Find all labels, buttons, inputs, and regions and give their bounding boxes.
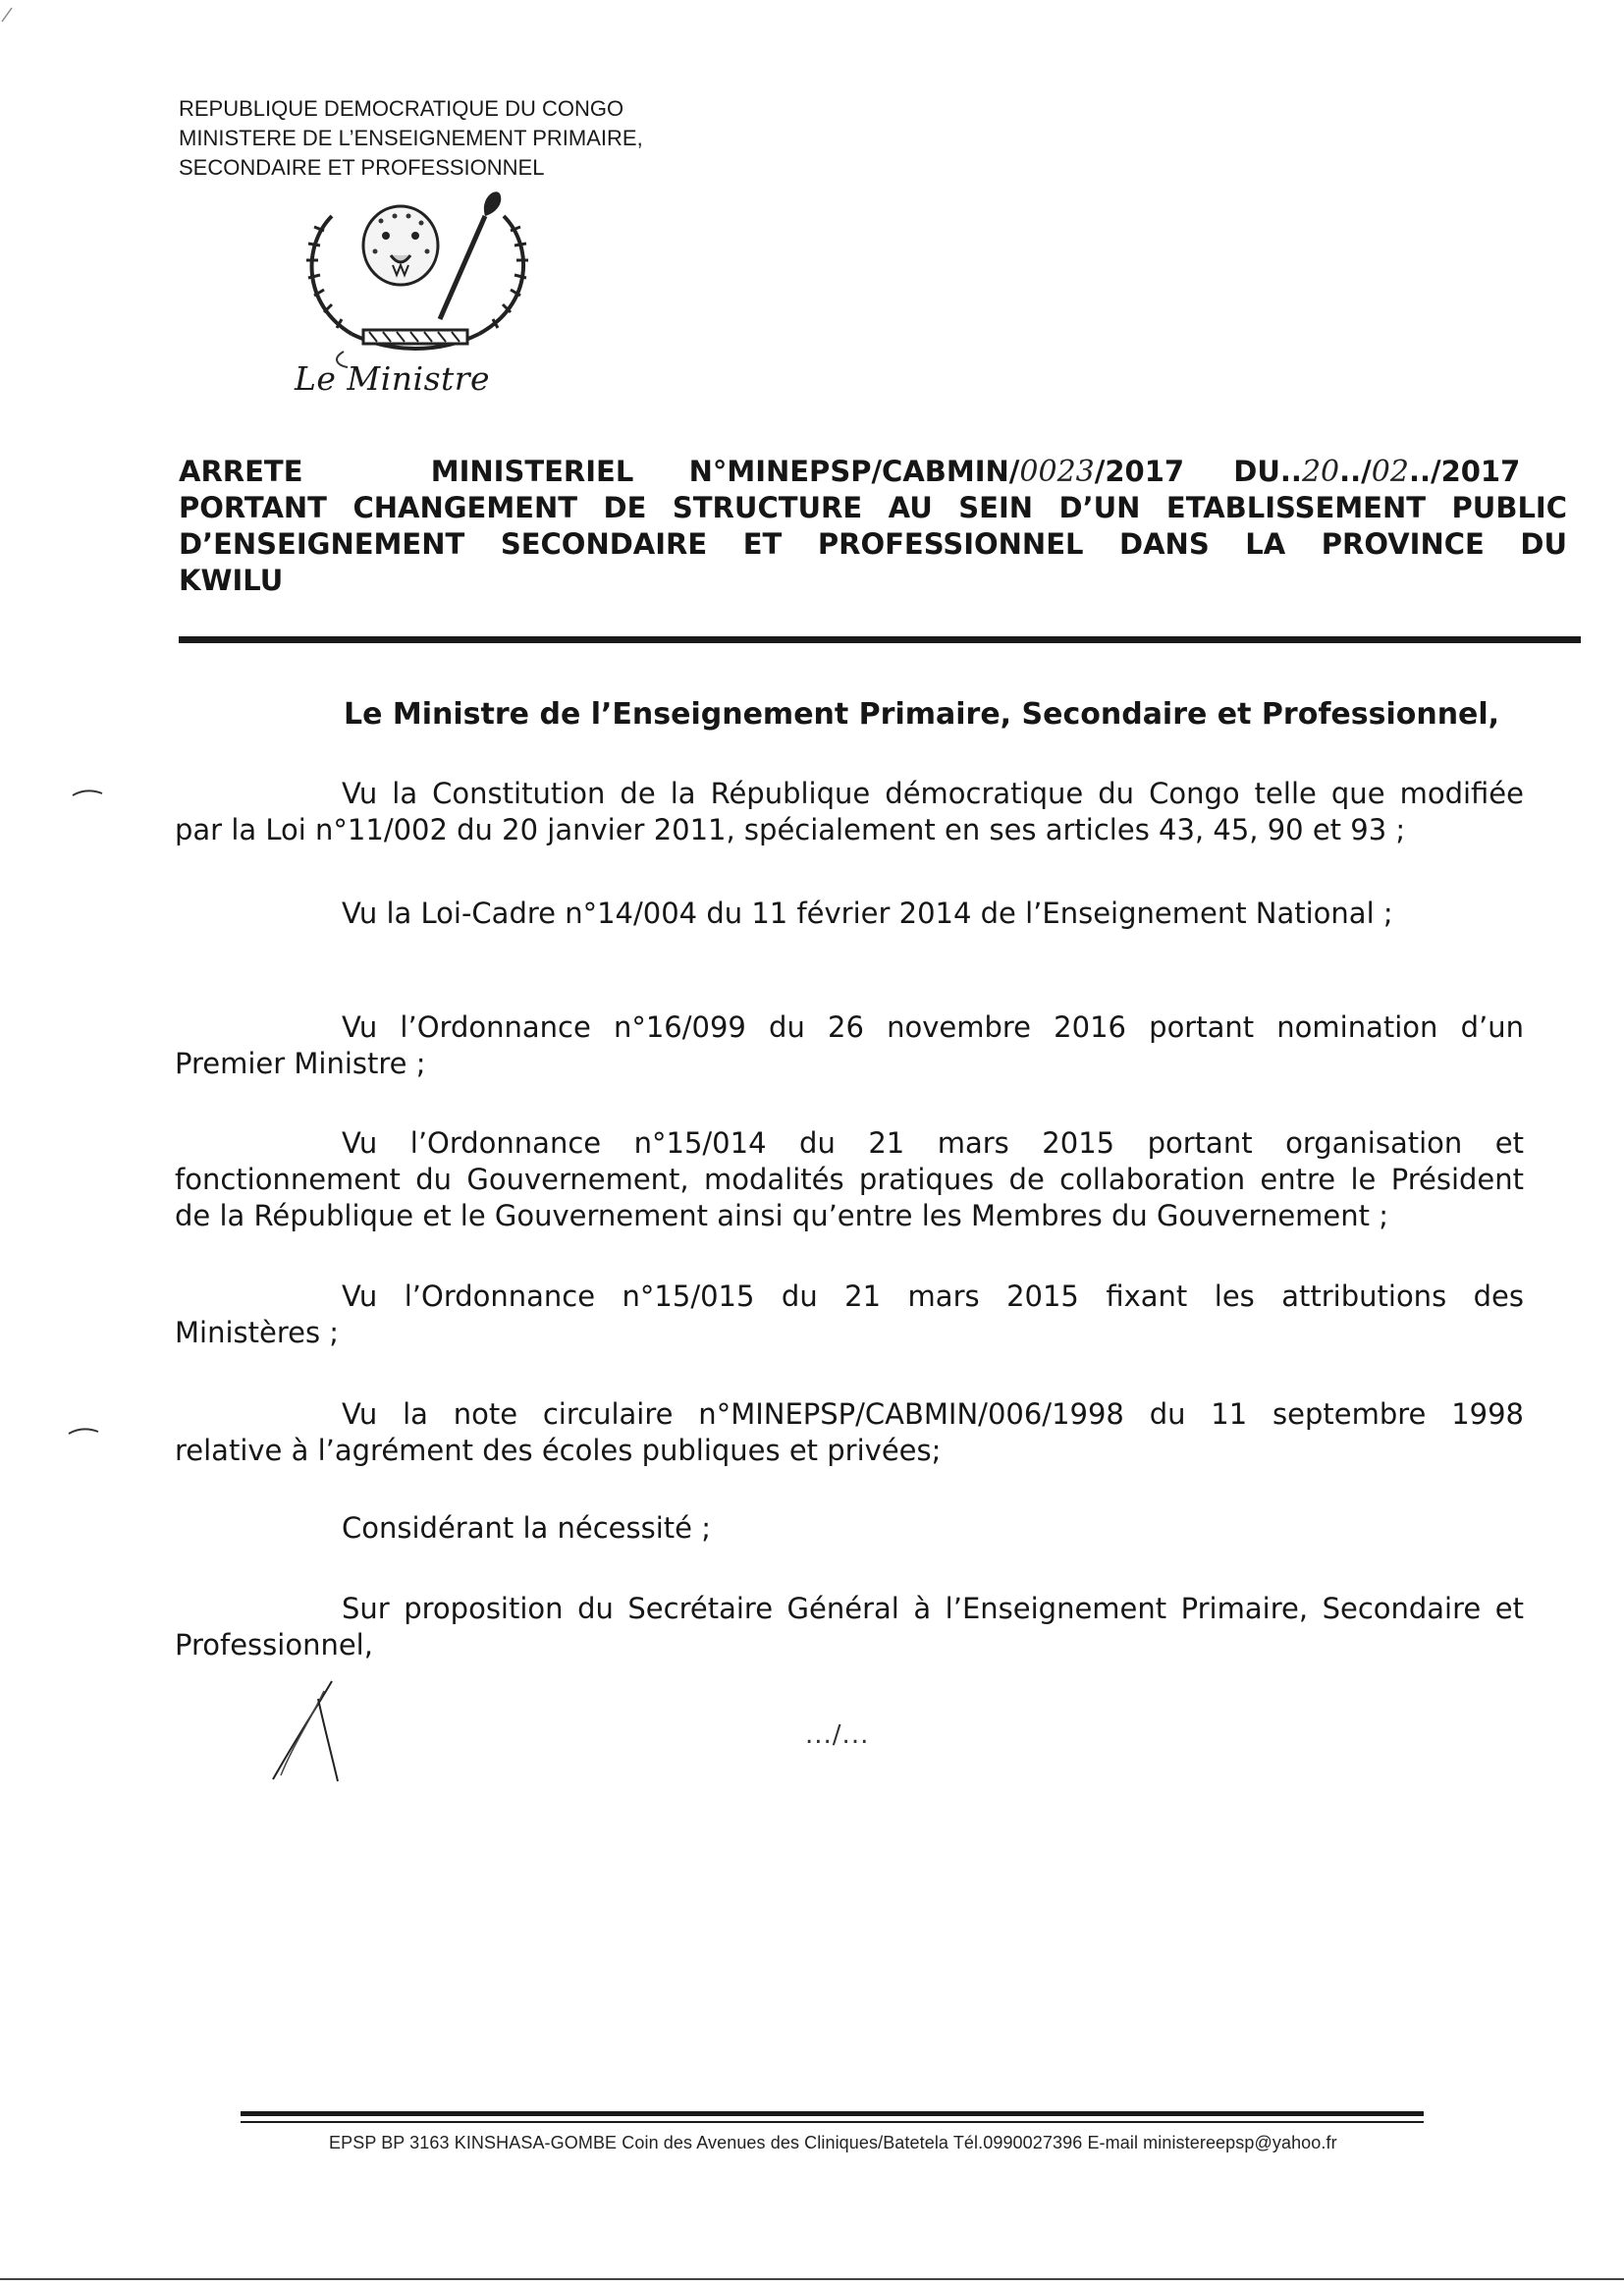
recital-text: relative à l’agrément des écoles publiques et privées;: [175, 1434, 942, 1467]
title-divider: [179, 636, 1581, 643]
letterhead: [179, 94, 768, 183]
margin-mark: [65, 1404, 104, 1443]
ministry-name-line2: SECONDAIRE ET PROFESSIONNEL: [179, 155, 545, 180]
decree-label: MINISTERIEL: [430, 455, 634, 488]
minister-signature-title: Le Ministre: [295, 359, 491, 398]
decree-date-separator: ../: [1339, 455, 1372, 488]
decree-date-month: 02: [1371, 455, 1409, 489]
recital-text: Vu la note circulaire n°MINEPSP/CABMIN/006/1998 du 11 septembre 1998: [342, 1397, 1524, 1431]
recital-ordonnance-15-015: [175, 1279, 1524, 1351]
initials-paraphe: [263, 1677, 352, 1785]
recital-constitution: [175, 776, 1524, 848]
recital-text: Premier Ministre ;: [175, 1047, 426, 1080]
footer-divider: [241, 2121, 1424, 2123]
recital-text: fonctionnement du Gouvernement, modalités pratiques de collaboration entre le Président: [175, 1163, 1524, 1196]
decree-reference-line: [179, 454, 1567, 490]
scan-edge-line: [0, 2278, 1624, 2280]
decree-title-line: D’ENSEIGNEMENT SECONDAIRE ET PROFESSIONNEL DANS LA PROVINCE DU: [179, 527, 1567, 561]
coat-of-arms-icon: [293, 187, 538, 368]
decree-year: /2017: [1094, 455, 1185, 488]
recital-text: Considérant la nécessité ;: [342, 1511, 711, 1545]
minister-heading: Le Ministre de l’Enseignement Primaire, Secondaire et Professionnel,: [344, 697, 1500, 732]
scan-mark: [0, 0, 39, 29]
country-name: REPUBLIQUE DEMOCRATIQUE DU CONGO: [179, 96, 624, 121]
recital-text: Vu la Constitution de la République démocratique du Congo telle que modifiée: [342, 777, 1524, 810]
recital-ordonnance-16-099: [175, 1009, 1524, 1082]
recital-text: Professionnel,: [175, 1628, 373, 1661]
footer-divider: [241, 2111, 1424, 2116]
recital-text: Vu l’Ordonnance n°15/015 du 21 mars 2015 fixant les attributions des: [342, 1280, 1524, 1313]
recital-text: de la République et le Gouvernement ainsi qu’entre les Membres du Gouvernement ;: [175, 1199, 1389, 1232]
recital-proposition: [175, 1591, 1524, 1663]
recital-considerant: [175, 1510, 1524, 1547]
ministry-name-line1: MINISTERE DE L’ENSEIGNEMENT PRIMAIRE,: [179, 126, 643, 150]
recital-text: Vu l’Ordonnance n°15/014 du 21 mars 2015 portant organisation et: [342, 1126, 1524, 1160]
decree-number-handwritten: 0023: [1019, 455, 1095, 489]
recital-text: Ministères ;: [175, 1316, 340, 1349]
decree-date-day: 20: [1301, 455, 1340, 489]
recital-text: Sur proposition du Secrétaire Général à l’Enseignement Primaire, Secondaire et: [342, 1592, 1524, 1625]
recital-text: Vu l’Ordonnance n°16/099 du 26 novembre 2016 portant nomination d’un: [342, 1010, 1524, 1044]
page-continuation-mark: .../...: [805, 1720, 870, 1750]
recital-note-circulaire: [175, 1396, 1524, 1469]
recital-text: Vu la Loi-Cadre n°14/004 du 11 février 2014 de l’Enseignement National ;: [342, 897, 1393, 930]
decree-title: [179, 454, 1567, 599]
recital-ordonnance-15-014: [175, 1125, 1524, 1234]
decree-date-year: ../2017: [1408, 455, 1521, 488]
decree-title-line: PORTANT CHANGEMENT DE STRUCTURE AU SEIN D’UN ETABLISSEMENT PUBLIC: [179, 491, 1567, 524]
margin-mark: [69, 766, 108, 805]
decree-number-prefix: N°MINEPSP/CABMIN/: [688, 455, 1020, 488]
recital-text: par la Loi n°11/002 du 20 janvier 2011, spécialement en ses articles 43, 45, 90 et 93 ;: [175, 813, 1406, 846]
decree-type: ARRETE: [179, 455, 303, 488]
recital-loi-cadre: [175, 896, 1524, 932]
decree-date-prefix: DU..: [1233, 455, 1302, 488]
decree-title-line: KWILU: [179, 564, 284, 597]
footer-contact-info: EPSP BP 3163 KINSHASA-GOMBE Coin des Avenues des Cliniques/Batetela Tél.0990027396 E-mail ministereepsp@yahoo.fr: [329, 2133, 1337, 2152]
